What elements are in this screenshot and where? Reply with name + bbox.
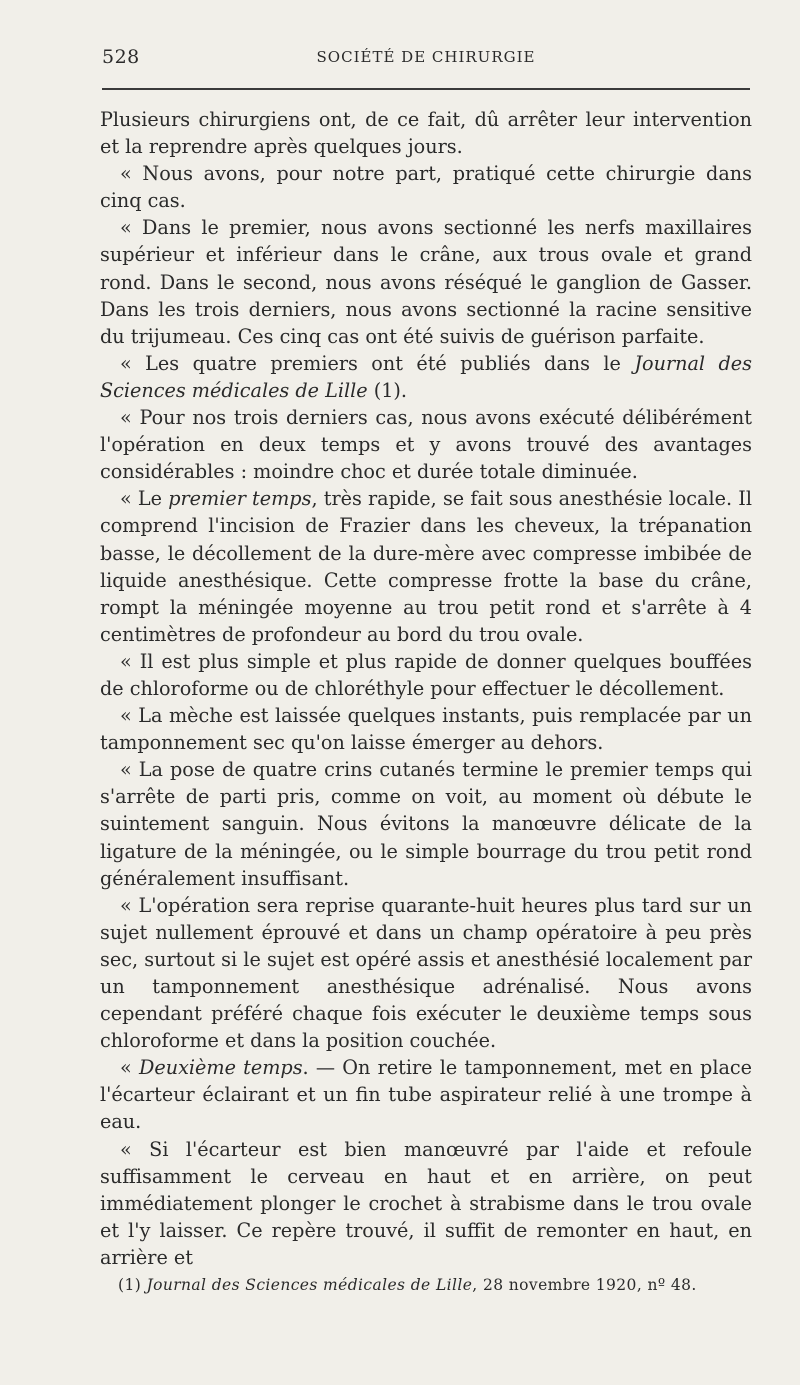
page-number: 528	[102, 46, 140, 68]
paragraph: « L'opération sera reprise quarante-huit heures plus tard sur un sujet nullement éprouvé et dans un champ opératoire à peu près sec, surtout si le sujet est opéré assis et anesthésié localement par un tamponnement anesthésique adrénalisé. Nous avons cependant préféré chaque fois exécuter le deuxième temps sous chloroforme et dans la position couchée.	[100, 893, 752, 1053]
paragraph: « Les quatre premiers ont été publiés dans le Journal des Sciences médicales de Lille (1).	[100, 351, 752, 402]
paragraph: « Le premier temps, très rapide, se fait sous anesthésie locale. Il comprend l'incision de Frazier dans les cheveux, la trépanation basse, le décollement de la dure-mère avec compresse imbibée de liquide anesthésique. Cette compresse frotte la base du crâne, rompt la méningée moyenne au trou petit rond et s'arrête à 4 centimètres de profondeur au bord du trou ovale.	[100, 487, 752, 646]
footnote-mark: (1)	[118, 1276, 142, 1294]
paragraph: Plusieurs chirurgiens ont, de ce fait, dû arrêter leur intervention et la reprendre après quelques jours.	[100, 108, 752, 159]
emphasis: Deuxième temps	[138, 1056, 303, 1080]
paragraph: « Dans le premier, nous avons sectionné les nerfs maxillaires supérieur et inférieur dans le crâne, aux trous ovale et grand rond. Dans le second, nous avons réséqué le ganglion de Gasser. Dans les trois derniers, nous avons sectionné la racine sensitive du trijumeau. Ces cinq cas ont été suivis de guérison parfaite.	[100, 216, 752, 348]
paragraph: « La pose de quatre crins cutanés termine le premier temps qui s'arrête de parti pris, comme on voit, au moment où débute le suintement sanguin. Nous évitons la manœuvre délicate de la ligature de la méningée, ou le simple bourrage du trou petit rond généralement insuffisant.	[100, 758, 752, 890]
running-head: SOCIÉTÉ DE CHIRURGIE	[316, 48, 536, 66]
emphasis: premier temps	[168, 487, 312, 511]
footnote-journal-title: Journal des Sciences médicales de Lille	[146, 1276, 473, 1294]
paragraph: « La mèche est laissée quelques instants, puis remplacée par un tamponnement sec qu'on laisse émerger au dehors.	[100, 704, 752, 755]
paragraph: « Deuxième temps. — On retire le tamponnement, met en place l'écarteur éclairant et un fin tube aspirateur relié à une trompe à eau.	[100, 1056, 752, 1134]
paragraph: « Nous avons, pour notre part, pratiqué cette chirurgie dans cinq cas.	[100, 162, 752, 213]
page-header	[102, 46, 750, 72]
footnote-details: , 28 novembre 1920, nº 48.	[472, 1276, 697, 1294]
paragraph: « Pour nos trois derniers cas, nous avons exécuté délibérément l'opération en deux temps et y avons trouvé des avantages considérables : moindre choc et durée totale diminuée.	[100, 406, 752, 484]
paragraph: « Il est plus simple et plus rapide de donner quelques bouffées de chloroforme ou de chloréthyle pour effectuer le décollement.	[100, 649, 752, 700]
body-text	[100, 106, 752, 1271]
header-rule	[102, 88, 750, 90]
journal-title: Journal des Sciences médicales de Lille	[100, 351, 752, 402]
footnote	[118, 1276, 758, 1294]
paragraph: « Si l'écarteur est bien manœuvré par l'aide et refoule suffisamment le cerveau en haut et en arrière, on peut immédiatement plonger le crochet à strabisme dans le trou ovale et l'y laisser. Ce repère trouvé, il suffit de remonter en haut, en arrière et	[100, 1137, 752, 1269]
